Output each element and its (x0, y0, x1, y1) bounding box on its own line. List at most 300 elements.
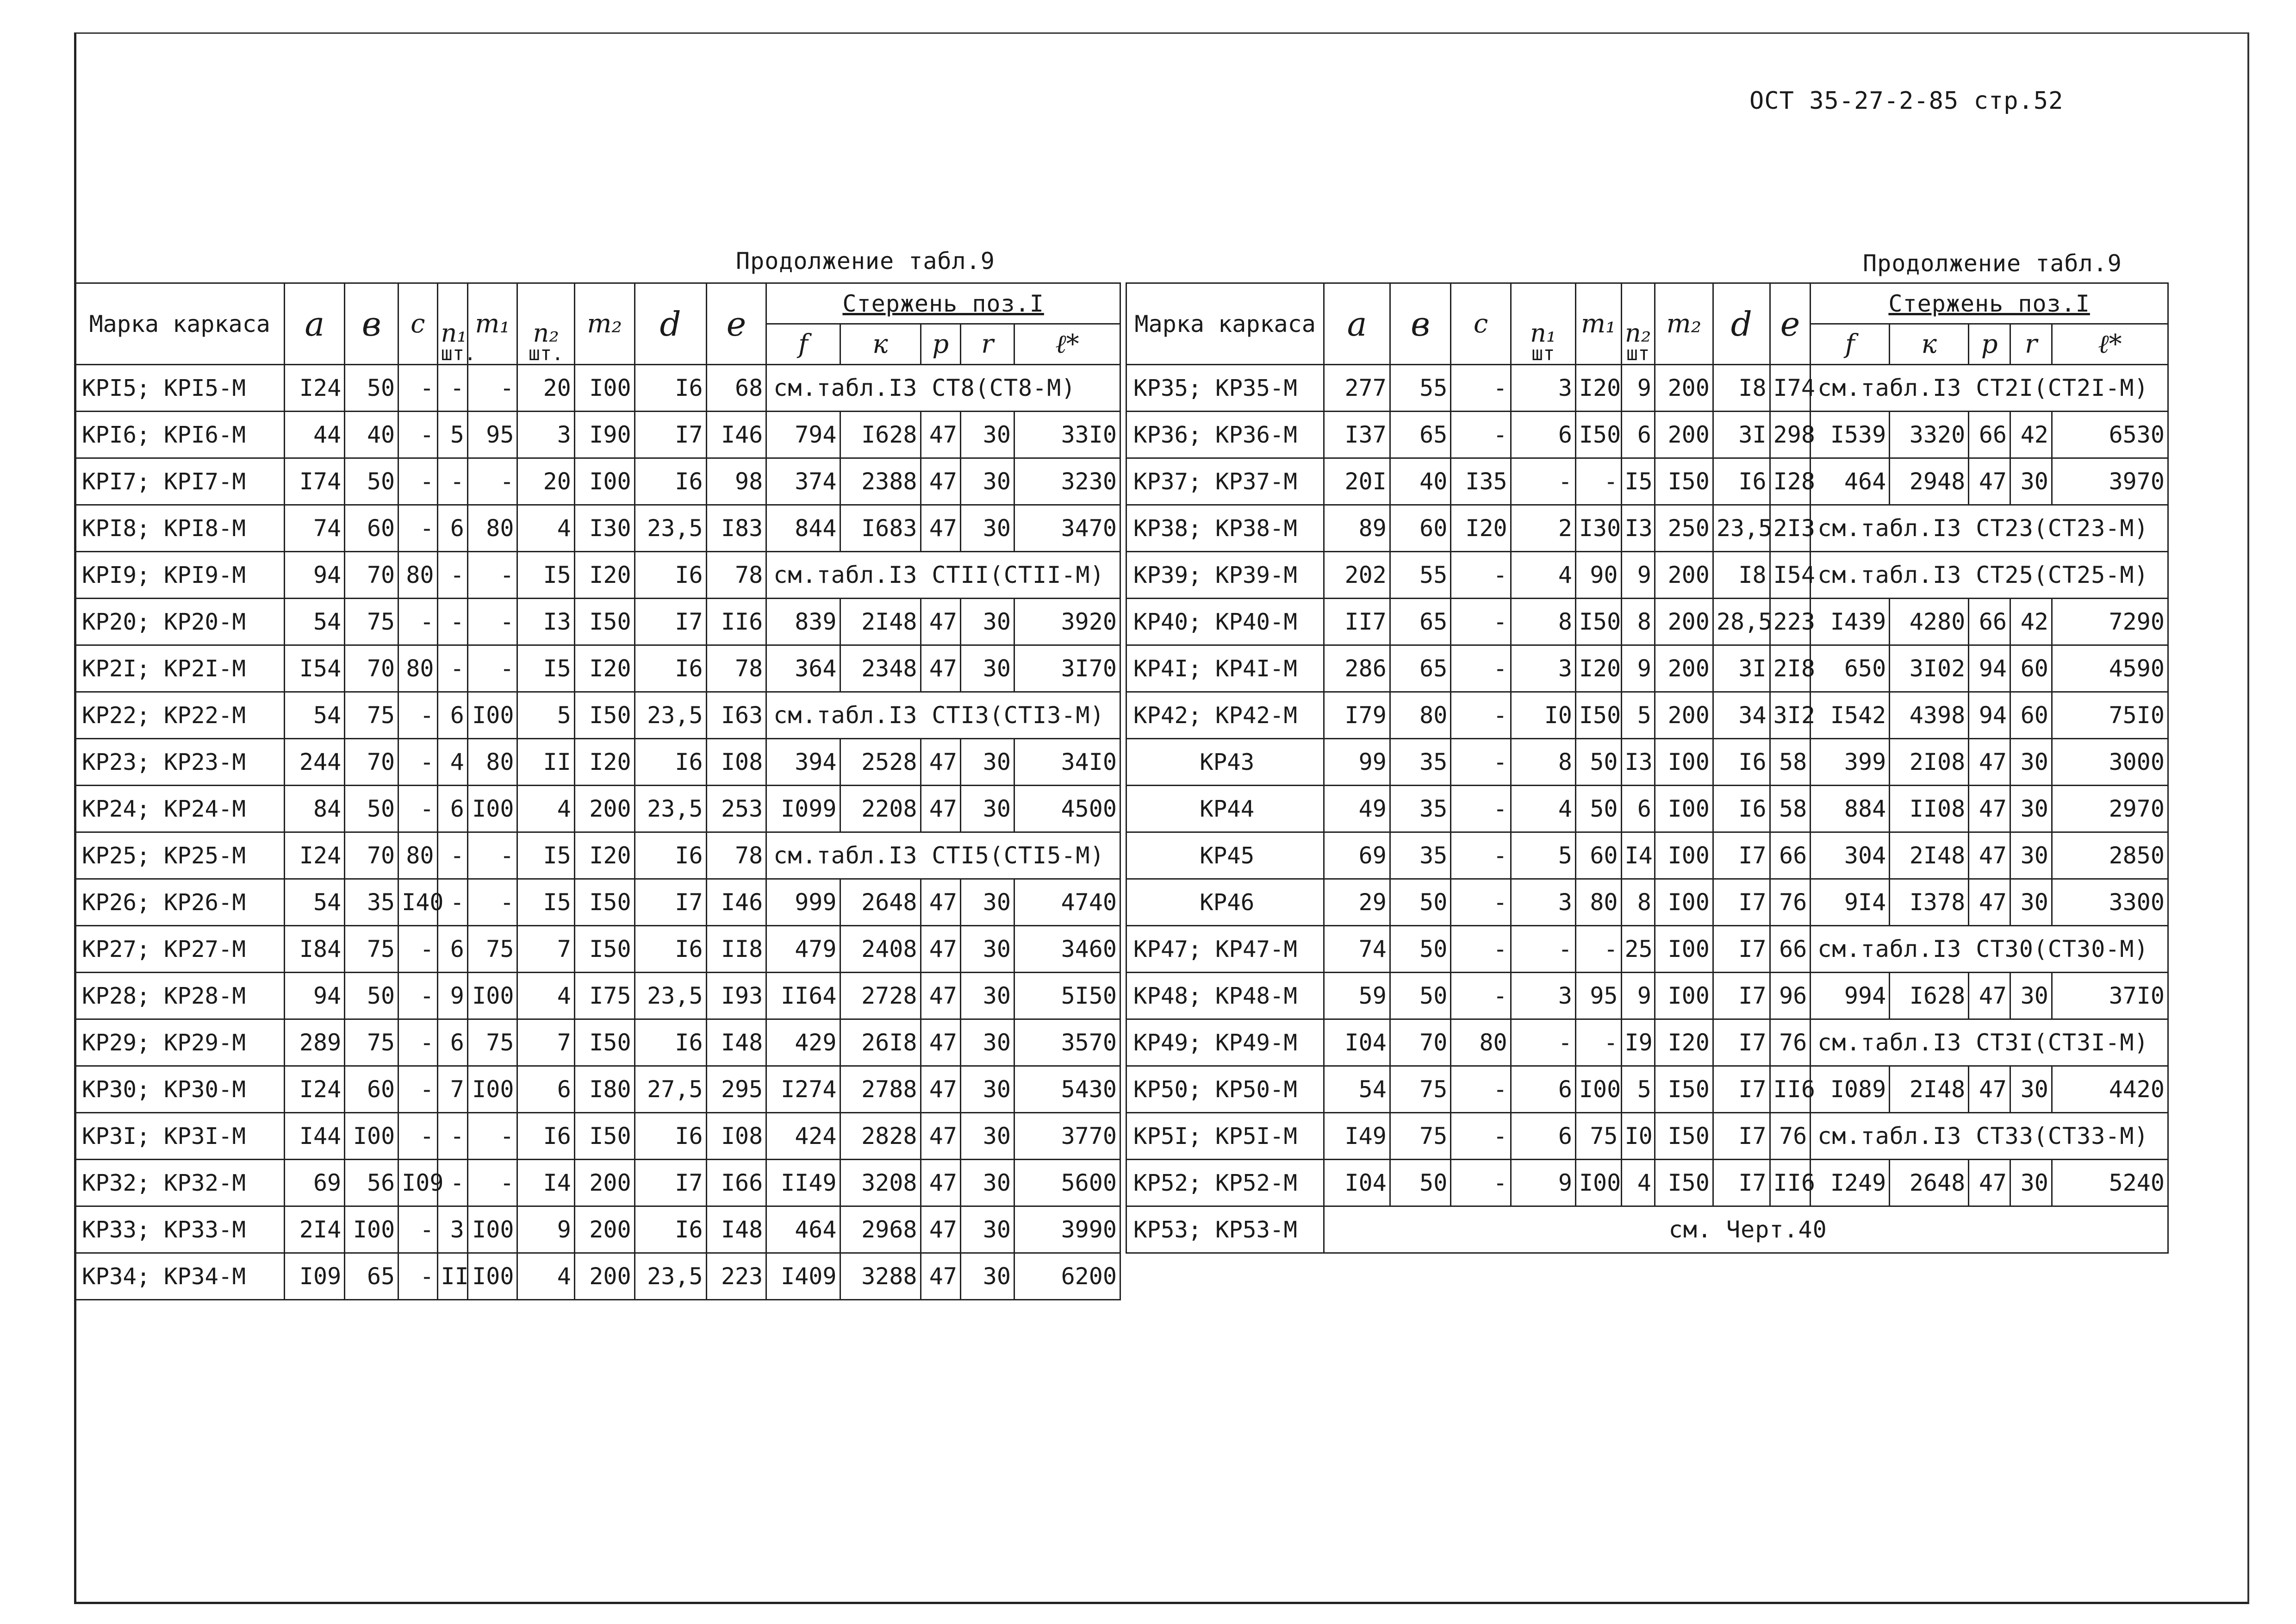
cell-e: 223 (1770, 599, 1811, 645)
cell-d: 23,5 (635, 505, 706, 552)
cell-l: 4590 (2052, 645, 2168, 692)
cell-c: I35 (1451, 458, 1511, 505)
cell-d: I7 (1713, 1160, 1770, 1206)
frame-mark-cell: КР52; КР52-М (1126, 1160, 1324, 1206)
cell-p: 47 (921, 1253, 960, 1300)
cell-c: - (1451, 1066, 1511, 1113)
cell-c: - (398, 1066, 437, 1113)
cell-d: 23,5 (635, 692, 706, 739)
cell-e: 2I3 (1770, 505, 1811, 552)
cell-e: 66 (1770, 832, 1811, 879)
cell-d: I7 (1713, 879, 1770, 926)
table-reference-cell: см.табл.I3 СТ2I(СТ2I-М) (1811, 365, 2168, 412)
cell-m2: I80 (574, 1066, 635, 1113)
table-row (1126, 1206, 2168, 1253)
cell-b: 50 (345, 365, 398, 412)
frame-mark-cell: КР26; КР26-М (75, 879, 285, 926)
table-row (75, 879, 1120, 926)
cell-k: 2648 (1890, 1160, 1969, 1206)
cell-n1: 8 (1511, 739, 1575, 786)
cell-d: I6 (635, 552, 706, 599)
cell-p: 47 (1969, 879, 2010, 926)
table-row (75, 1113, 1120, 1160)
cell-b: 75 (1390, 1066, 1451, 1113)
cell-a: 44 (285, 412, 345, 458)
column-header-p: p (921, 324, 960, 365)
cell-b: 40 (345, 412, 398, 458)
frame-mark-cell: КРI5; КРI5-М (75, 365, 285, 412)
table-reference-cell: см.табл.I3 СТI3(СТI3-М) (766, 692, 1120, 739)
cell-d: I6 (635, 739, 706, 786)
cell-n1: 6 (437, 505, 467, 552)
cell-k: 2528 (840, 739, 921, 786)
cell-a: I37 (1324, 412, 1390, 458)
cell-n2: 4 (517, 505, 574, 552)
rod-group-label: Стержень поз.I (1888, 290, 2090, 317)
cell-p: 47 (921, 973, 960, 1019)
cell-c: - (1451, 1113, 1511, 1160)
cell-f: 429 (766, 1019, 840, 1066)
cell-m2: I50 (574, 692, 635, 739)
table-row (75, 458, 1120, 505)
cell-r: 30 (960, 1253, 1014, 1300)
cell-m1: - (1575, 1019, 1621, 1066)
cell-d: 34 (1713, 692, 1770, 739)
table-row (75, 832, 1120, 879)
cell-r: 30 (960, 973, 1014, 1019)
cell-k: I628 (840, 412, 921, 458)
cell-m2: 200 (574, 786, 635, 832)
cell-b: 40 (1390, 458, 1451, 505)
cell-d: 23,5 (635, 786, 706, 832)
cell-n1: - (437, 879, 467, 926)
cell-c: - (398, 1113, 437, 1160)
cell-c: - (1451, 1160, 1511, 1206)
cell-b: 75 (345, 926, 398, 973)
cell-k: 2348 (840, 645, 921, 692)
table-row (75, 692, 1120, 739)
frame-mark-cell: КР43 (1126, 739, 1324, 786)
frame-mark-cell: КР34; КР34-М (75, 1253, 285, 1300)
cell-m2: I00 (1655, 739, 1713, 786)
cell-n1: 6 (437, 786, 467, 832)
cell-a: 29 (1324, 879, 1390, 926)
cell-a: I24 (285, 365, 345, 412)
cell-n2: 9 (1621, 645, 1655, 692)
cell-m1: I50 (1575, 412, 1621, 458)
cell-c: - (1451, 412, 1511, 458)
table-row (1126, 692, 2168, 739)
cell-m2: 250 (1655, 505, 1713, 552)
cell-n2: I5 (1621, 458, 1655, 505)
cell-k: 3320 (1890, 412, 1969, 458)
cell-r: 30 (2010, 458, 2052, 505)
cell-n2: I5 (517, 879, 574, 926)
cell-c: - (1451, 599, 1511, 645)
cell-a: 74 (285, 505, 345, 552)
cell-c: - (1451, 365, 1511, 412)
cell-k: 2948 (1890, 458, 1969, 505)
table-row (1126, 1113, 2168, 1160)
cell-a: 69 (285, 1160, 345, 1206)
cell-a: 54 (285, 879, 345, 926)
cell-f: 844 (766, 505, 840, 552)
table-reference-cell: см.табл.I3 СТ25(СТ25-М) (1811, 552, 2168, 599)
frame-mark-cell: КР5I; КР5I-М (1126, 1113, 1324, 1160)
cell-e: II8 (706, 926, 766, 973)
column-header-f: f (1811, 324, 1890, 365)
cell-n1: 3 (1511, 879, 1575, 926)
cell-a: I49 (1324, 1113, 1390, 1160)
cell-n2: 4 (1621, 1160, 1655, 1206)
frame-mark-cell: КР27; КР27-М (75, 926, 285, 973)
cell-l: 3230 (1014, 458, 1120, 505)
frame-mark-cell: КР30; КР30-М (75, 1066, 285, 1113)
frame-mark-cell: КР33; КР33-М (75, 1206, 285, 1253)
cell-p: 47 (921, 739, 960, 786)
cell-r: 30 (960, 458, 1014, 505)
frame-mark-cell: КР44 (1126, 786, 1324, 832)
table-row (1126, 1160, 2168, 1206)
cell-l: 7290 (2052, 599, 2168, 645)
cell-n1: 3 (1511, 645, 1575, 692)
cell-n1: 3 (1511, 973, 1575, 1019)
cell-m1: I00 (467, 1066, 517, 1113)
cell-b: 55 (1390, 365, 1451, 412)
cell-b: 75 (345, 599, 398, 645)
cell-l: 6530 (2052, 412, 2168, 458)
cell-k: 3I02 (1890, 645, 1969, 692)
cell-l: 34I0 (1014, 739, 1120, 786)
table-row (75, 1206, 1120, 1253)
cell-m2: I50 (1655, 1066, 1713, 1113)
table-row (1126, 832, 2168, 879)
cell-l: 37I0 (2052, 973, 2168, 1019)
cell-k: 2788 (840, 1066, 921, 1113)
cell-n2: 4 (517, 1253, 574, 1300)
cell-n1: II (437, 1253, 467, 1300)
column-header-k: к (1890, 324, 1969, 365)
table-row (1126, 365, 2168, 412)
cell-l: 3770 (1014, 1113, 1120, 1160)
cell-a: 54 (1324, 1066, 1390, 1113)
cell-m1: I50 (1575, 599, 1621, 645)
cell-n1: 9 (1511, 1160, 1575, 1206)
frame-mark-cell: КР2I; КР2I-М (75, 645, 285, 692)
cell-e: 78 (706, 645, 766, 692)
cell-f: I249 (1811, 1160, 1890, 1206)
cell-n1: 5 (1511, 832, 1575, 879)
cell-n2: I4 (517, 1160, 574, 1206)
cell-r: 30 (960, 1066, 1014, 1113)
cell-p: 47 (921, 1066, 960, 1113)
cell-c: 80 (398, 832, 437, 879)
table-row (75, 645, 1120, 692)
cell-e: 298 (1770, 412, 1811, 458)
cell-c: - (398, 739, 437, 786)
column-group-rod (766, 283, 1120, 324)
cell-m1: I50 (1575, 692, 1621, 739)
cell-c: - (1451, 692, 1511, 739)
cell-m1: I00 (467, 1253, 517, 1300)
cell-n2: 3 (517, 412, 574, 458)
cell-m1: 75 (1575, 1113, 1621, 1160)
column-header-m2: m₂ (574, 283, 635, 365)
cell-n1: - (437, 552, 467, 599)
cell-m1: 95 (1575, 973, 1621, 1019)
table-reference-cell: см.табл.I3 СТ8(СТ8-М) (766, 365, 1120, 412)
cell-l: 5430 (1014, 1066, 1120, 1113)
cell-n1: I0 (1511, 692, 1575, 739)
cell-d: I6 (1713, 739, 1770, 786)
n1-unit: шт. (441, 342, 476, 365)
cell-m1: I00 (467, 786, 517, 832)
column-header-r: r (2010, 324, 2052, 365)
cell-r: 30 (960, 786, 1014, 832)
cell-m1: 90 (1575, 552, 1621, 599)
cell-n1: - (437, 1113, 467, 1160)
cell-m1: - (467, 552, 517, 599)
cell-d: I8 (1713, 552, 1770, 599)
cell-n2: 8 (1621, 599, 1655, 645)
cell-p: 47 (921, 786, 960, 832)
frame-mark-cell: КР22; КР22-М (75, 692, 285, 739)
cell-k: 2I48 (1890, 1066, 1969, 1113)
cell-m1: 80 (1575, 879, 1621, 926)
cell-c: - (398, 926, 437, 973)
column-header-c: c (1451, 283, 1511, 365)
table-row (75, 412, 1120, 458)
cell-l: 5I50 (1014, 973, 1120, 1019)
table-reference-cell: см.табл.I3 СТI5(СТI5-М) (766, 832, 1120, 879)
cell-a: I24 (285, 832, 345, 879)
cell-a: 202 (1324, 552, 1390, 599)
cell-e: 223 (706, 1253, 766, 1300)
cell-m2: I50 (574, 599, 635, 645)
cell-m1: I00 (1575, 1066, 1621, 1113)
cell-n2: I6 (517, 1113, 574, 1160)
cell-m2: I00 (1655, 786, 1713, 832)
cell-l: 6200 (1014, 1253, 1120, 1300)
cell-f: I099 (766, 786, 840, 832)
cell-k: 2648 (840, 879, 921, 926)
cell-m1: - (467, 1113, 517, 1160)
cell-n1: - (437, 832, 467, 879)
cell-f: I439 (1811, 599, 1890, 645)
cell-p: 47 (921, 879, 960, 926)
cell-b: 70 (345, 739, 398, 786)
cell-d: I6 (1713, 786, 1770, 832)
cell-m2: I20 (574, 552, 635, 599)
column-header-n2 (517, 283, 574, 365)
cell-d: I7 (1713, 1113, 1770, 1160)
column-group-rod (1811, 283, 2168, 324)
cell-l: 4740 (1014, 879, 1120, 926)
cell-m2: I50 (574, 926, 635, 973)
cell-k: 2I48 (1890, 832, 1969, 879)
cell-e: II6 (1770, 1066, 1811, 1113)
cell-d: I7 (1713, 926, 1770, 973)
frame-mark-cell: КР4I; КР4I-М (1126, 645, 1324, 692)
cell-a: II7 (1324, 599, 1390, 645)
cell-d: 23,5 (635, 973, 706, 1019)
cell-b: 65 (1390, 412, 1451, 458)
cell-p: 47 (921, 1113, 960, 1160)
cell-d: I7 (1713, 1066, 1770, 1113)
column-header-k: к (840, 324, 921, 365)
frame-mark-cell: КР49; КР49-М (1126, 1019, 1324, 1066)
cell-p: 47 (921, 1019, 960, 1066)
cell-a: I84 (285, 926, 345, 973)
drawing-reference-cell: см. Черт.40 (1324, 1206, 2168, 1253)
cell-f: I089 (1811, 1066, 1890, 1113)
cell-c: I20 (1451, 505, 1511, 552)
cell-f: 394 (766, 739, 840, 786)
cell-e: I28 (1770, 458, 1811, 505)
cell-m2: 200 (1655, 365, 1713, 412)
cell-e: 68 (706, 365, 766, 412)
cell-l: 4420 (2052, 1066, 2168, 1113)
column-header-f: f (766, 324, 840, 365)
cell-d: I6 (635, 1113, 706, 1160)
cell-d: I7 (1713, 973, 1770, 1019)
cell-d: 3I (1713, 412, 1770, 458)
cell-a: 74 (1324, 926, 1390, 973)
cell-p: 47 (1969, 739, 2010, 786)
cell-m1: - (467, 365, 517, 412)
cell-m2: 200 (574, 1160, 635, 1206)
cell-e: I46 (706, 412, 766, 458)
cell-n2: 4 (517, 786, 574, 832)
n1-symbol: n₁ (1530, 319, 1556, 348)
cell-p: 47 (1969, 786, 2010, 832)
table-row (75, 1253, 1120, 1300)
cell-c: - (398, 599, 437, 645)
cell-e: I63 (706, 692, 766, 739)
cell-b: 35 (1390, 786, 1451, 832)
table-row (1126, 1066, 2168, 1113)
cell-m1: - (467, 832, 517, 879)
cell-a: 54 (285, 599, 345, 645)
cell-k: 3208 (840, 1160, 921, 1206)
cell-m1: 95 (467, 412, 517, 458)
cell-f: I274 (766, 1066, 840, 1113)
cell-k: 2968 (840, 1206, 921, 1253)
cell-b: I00 (345, 1113, 398, 1160)
cell-m2: I00 (1655, 879, 1713, 926)
cell-a: 277 (1324, 365, 1390, 412)
cell-a: 69 (1324, 832, 1390, 879)
cell-e: II6 (706, 599, 766, 645)
cell-c: I40 (398, 879, 437, 926)
frame-mark-cell: КР39; КР39-М (1126, 552, 1324, 599)
cell-m2: I00 (1655, 832, 1713, 879)
cell-k: 2208 (840, 786, 921, 832)
cell-n2: II (517, 739, 574, 786)
cell-n2: 6 (1621, 786, 1655, 832)
cell-k: 4398 (1890, 692, 1969, 739)
cell-r: 30 (960, 739, 1014, 786)
cell-n1: 3 (1511, 365, 1575, 412)
cell-a: 244 (285, 739, 345, 786)
cell-f: I409 (766, 1253, 840, 1300)
cell-n2: 20 (517, 365, 574, 412)
cell-c: - (1451, 973, 1511, 1019)
cell-c: - (1451, 879, 1511, 926)
cell-e: 253 (706, 786, 766, 832)
cell-c: - (398, 1253, 437, 1300)
cell-l: 3970 (2052, 458, 2168, 505)
cell-e: I46 (706, 879, 766, 926)
cell-a: 49 (1324, 786, 1390, 832)
cell-f: 9I4 (1811, 879, 1890, 926)
cell-m2: I00 (1655, 926, 1713, 973)
cell-b: 70 (1390, 1019, 1451, 1066)
cell-e: 96 (1770, 973, 1811, 1019)
cell-a: 94 (285, 552, 345, 599)
table-row (1126, 1019, 2168, 1066)
cell-n2: I4 (1621, 832, 1655, 879)
cell-e: I74 (1770, 365, 1811, 412)
cell-p: 47 (1969, 1066, 2010, 1113)
column-header-m1: m₁ (467, 283, 517, 365)
cell-p: 47 (921, 926, 960, 973)
cell-l: 3470 (1014, 505, 1120, 552)
table-row (1126, 973, 2168, 1019)
table-reference-cell: см.табл.I3 СТII(СТII-М) (766, 552, 1120, 599)
cell-b: 75 (1390, 1113, 1451, 1160)
column-header-b: в (345, 283, 398, 365)
cell-l: 5240 (2052, 1160, 2168, 1206)
cell-e: 76 (1770, 1019, 1811, 1066)
right-spec-table (1126, 282, 2169, 1254)
frame-mark-cell: КР20; КР20-М (75, 599, 285, 645)
cell-m2: I20 (574, 832, 635, 879)
cell-d: 27,5 (635, 1066, 706, 1113)
cell-c: - (1451, 739, 1511, 786)
cell-d: I6 (635, 1206, 706, 1253)
cell-d: 3I (1713, 645, 1770, 692)
column-header-b: в (1390, 283, 1451, 365)
cell-l: 2850 (2052, 832, 2168, 879)
frame-mark-cell: КР46 (1126, 879, 1324, 926)
cell-l: 3570 (1014, 1019, 1120, 1066)
cell-f: 424 (766, 1113, 840, 1160)
cell-d: I7 (635, 599, 706, 645)
cell-n1: - (437, 458, 467, 505)
cell-a: 89 (1324, 505, 1390, 552)
cell-n2: I3 (1621, 505, 1655, 552)
cell-c: - (1451, 645, 1511, 692)
cell-b: 56 (345, 1160, 398, 1206)
cell-b: 70 (345, 645, 398, 692)
column-header-d: d (635, 283, 706, 365)
cell-b: 50 (1390, 973, 1451, 1019)
frame-mark-cell: КР53; КР53-М (1126, 1206, 1324, 1253)
n2-symbol: n₂ (533, 319, 559, 348)
cell-e: 58 (1770, 786, 1811, 832)
cell-n2: 5 (517, 692, 574, 739)
table-row (75, 1066, 1120, 1113)
cell-n1: 6 (437, 692, 467, 739)
cell-c: - (398, 692, 437, 739)
frame-mark-cell: КР28; КР28-М (75, 973, 285, 1019)
cell-c: - (398, 1206, 437, 1253)
cell-r: 30 (960, 1206, 1014, 1253)
cell-b: 70 (345, 552, 398, 599)
cell-p: 94 (1969, 645, 2010, 692)
cell-m2: I20 (1655, 1019, 1713, 1066)
